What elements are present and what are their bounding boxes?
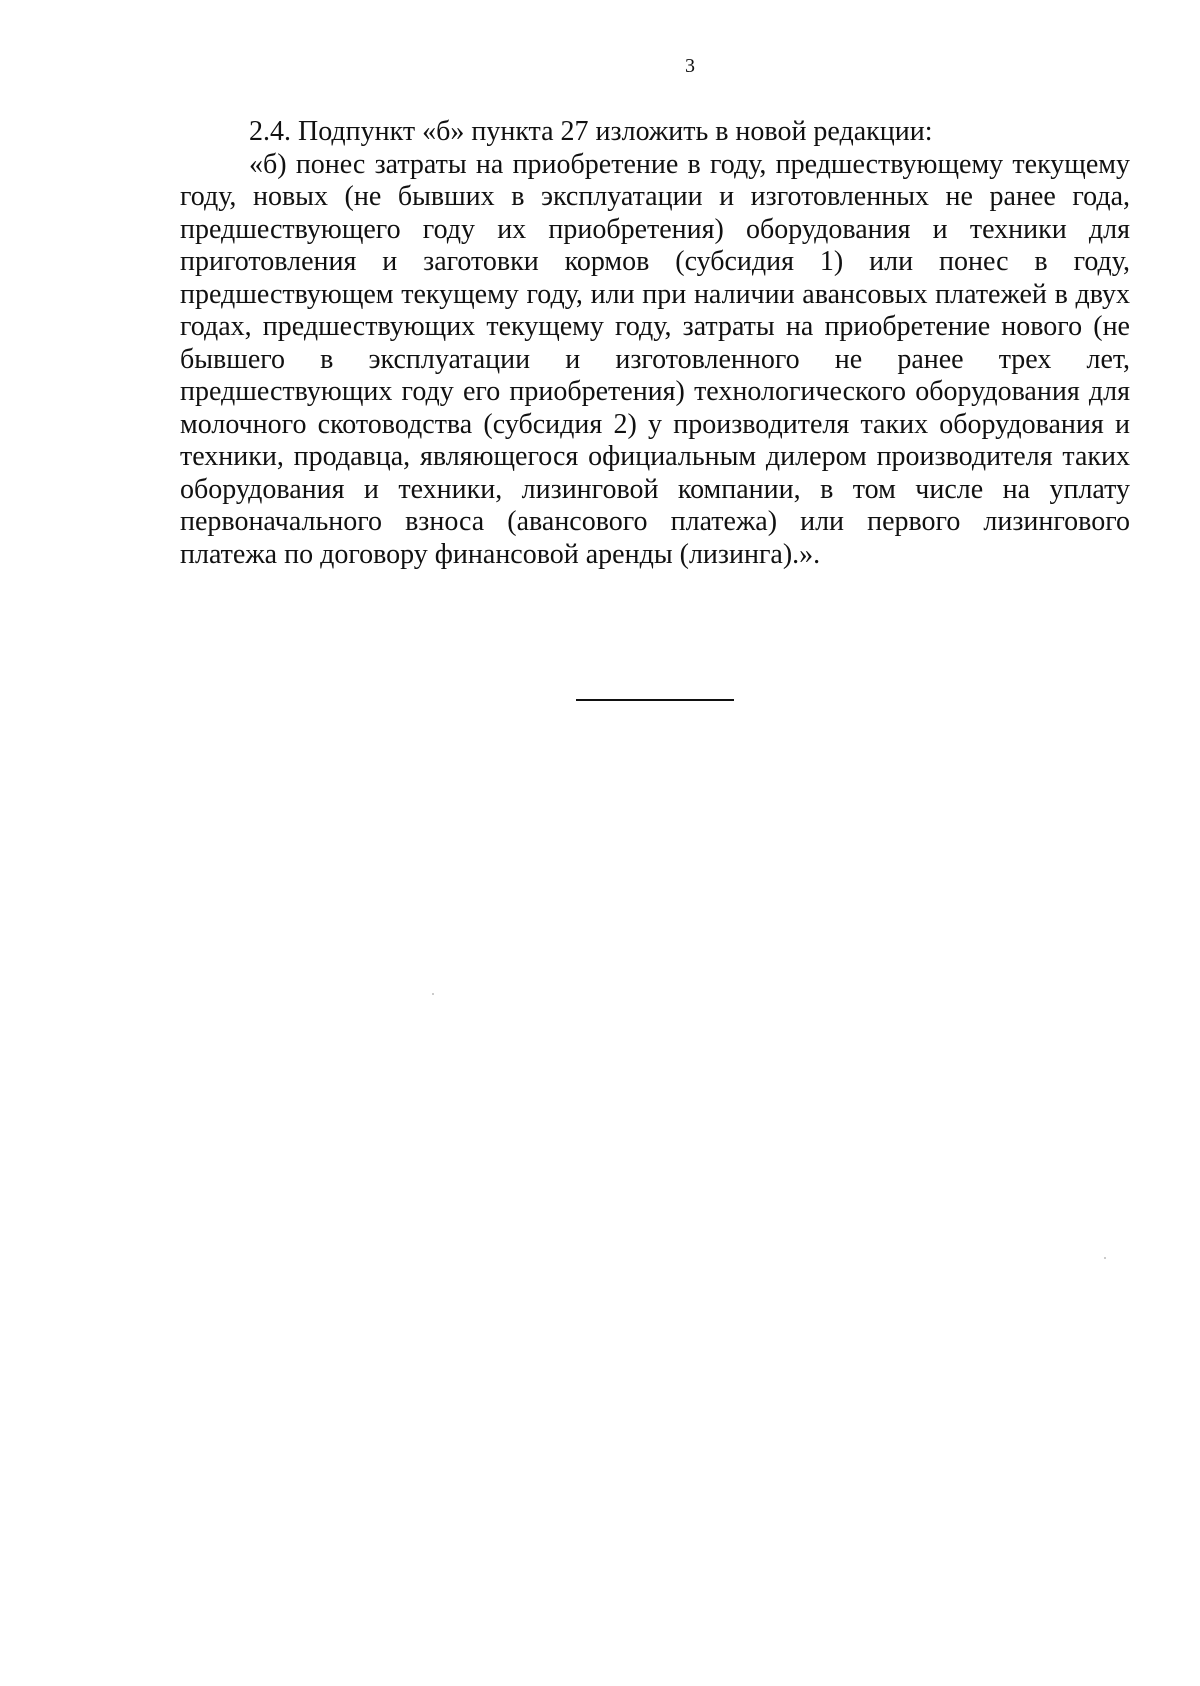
section-heading: 2.4. Подпункт «б» пункта 27 изложить в новой редакции: (249, 116, 933, 147)
text-line: годах, предшествующих текущему году, затраты на приобретение нового (не (180, 311, 1130, 342)
text-line: «б) понес затраты на приобретение в году, предшествующему текущему (249, 148, 1130, 180)
text-line: приготовления и заготовки кормов (субсидия 1) или понес в году, (180, 246, 1130, 277)
page-number: 3 (685, 55, 695, 77)
text-line: первоначального взноса (авансового платежа) или первого лизингового (180, 506, 1130, 537)
text-line: предшествующего году их приобретения) оборудования и техники для (180, 213, 1130, 245)
scan-speck (1104, 1257, 1106, 1259)
document-body (180, 116, 1130, 571)
text-line: предшествующих году его приобретения) технологического оборудования для (180, 376, 1130, 407)
text-line: платежа по договору финансовой аренды (лизинга).». (180, 538, 821, 570)
text-line: бывшего в эксплуатации и изготовленного не ранее трех лет, (180, 343, 1130, 375)
text-line: году, новых (не бывших в эксплуатации и изготовленных не ранее года, (180, 181, 1130, 212)
text-line: молочного скотоводства (субсидия 2) у производителя таких оборудования и (180, 408, 1130, 440)
text-line: предшествующем текущему году, или при наличии авансовых платежей в двух (180, 278, 1130, 310)
text-line: оборудования и техники, лизинговой компании, в том числе на уплату (180, 473, 1130, 505)
scan-speck (432, 993, 434, 995)
text-line: техники, продавца, являющегося официальным дилером производителя таких (180, 441, 1130, 472)
end-separator-line (576, 699, 734, 701)
